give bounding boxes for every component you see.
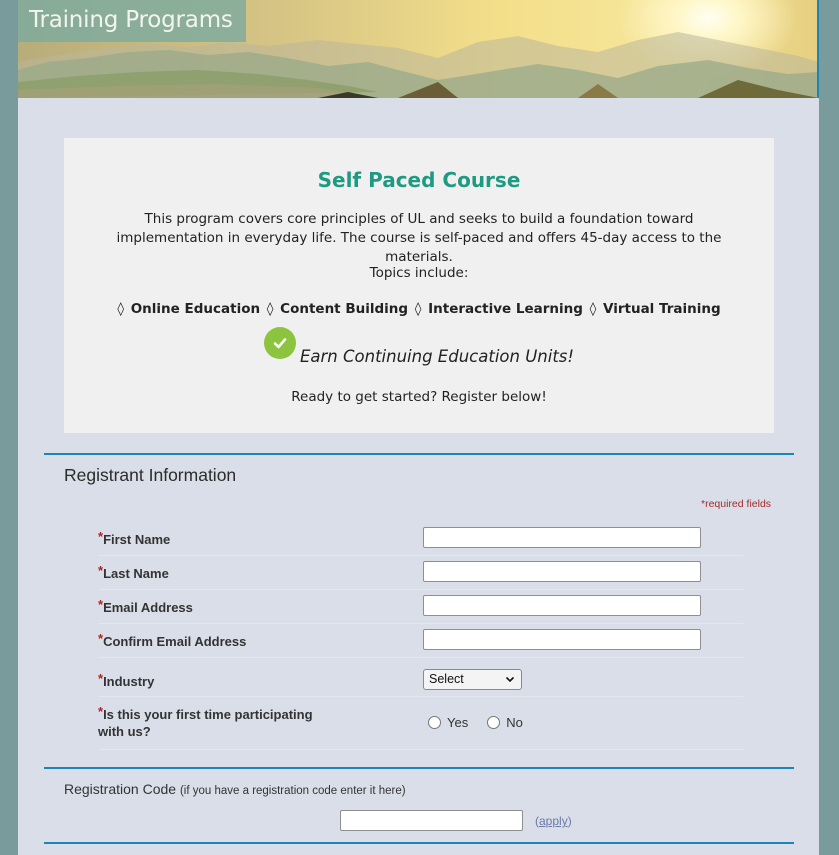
registrant-section-title: Registrant Information — [64, 465, 237, 485]
diamond-bullet-icon: ◊ — [117, 301, 124, 317]
chevron-down-icon — [505, 673, 515, 685]
site-title: Training Programs — [29, 7, 233, 33]
last-name-input[interactable] — [423, 561, 701, 582]
registration-code-hint: (if you have a registration code enter it here) — [179, 785, 406, 797]
form-row-first-time — [98, 697, 743, 750]
required-fields-note: *required fields — [701, 498, 772, 510]
last-name-label: *Last Name — [98, 563, 169, 581]
confirm-email-input[interactable] — [423, 629, 701, 650]
form-row-email — [98, 590, 743, 624]
topics-list — [64, 301, 774, 317]
radio-no-label[interactable]: No — [506, 715, 523, 730]
required-asterisk: * — [98, 704, 104, 719]
apply-link[interactable]: apply — [539, 814, 568, 828]
topic-item: Content Building — [280, 301, 409, 317]
first-time-label: *Is this your first time participating with us? — [98, 704, 313, 739]
ceu-callout — [64, 335, 774, 369]
first-name-label: *First Name — [98, 529, 171, 547]
topic-item: Virtual Training — [603, 301, 721, 317]
form-row-last-name — [98, 556, 743, 590]
apply-code: (apply) — [535, 814, 572, 828]
form-row-industry — [98, 658, 743, 697]
radio-no[interactable] — [487, 716, 500, 729]
radio-yes[interactable] — [428, 716, 441, 729]
course-title: Self Paced Course — [317, 168, 521, 192]
registration-code-input[interactable] — [340, 810, 523, 831]
required-asterisk: * — [98, 563, 104, 578]
diamond-bullet-icon: ◊ — [414, 301, 422, 317]
topic-item: Online Education — [130, 301, 261, 317]
confirm-email-label: *Confirm Email Address — [98, 631, 247, 649]
header-banner — [18, 0, 819, 98]
email-label: *Email Address — [98, 597, 193, 615]
course-info-panel — [64, 138, 774, 433]
required-asterisk: * — [98, 671, 104, 686]
section-divider — [44, 767, 794, 769]
first-name-input[interactable] — [423, 527, 701, 548]
diamond-bullet-icon: ◊ — [589, 301, 597, 317]
registration-code-label: Registration Code (if you have a registration code enter it here) — [64, 781, 406, 797]
required-asterisk: * — [98, 597, 104, 612]
register-cta: Ready to get started? Register below! — [291, 389, 547, 405]
required-asterisk: * — [98, 529, 104, 544]
industry-select[interactable] — [423, 669, 522, 690]
page-container — [18, 0, 819, 855]
topics-label: Topics include: — [369, 265, 469, 281]
check-circle-icon — [264, 327, 296, 359]
diamond-bullet-icon: ◊ — [266, 301, 274, 317]
topic-item: Interactive Learning — [428, 301, 583, 317]
section-divider — [44, 842, 794, 844]
industry-selected-value: Select — [429, 672, 464, 686]
course-description: This program covers core principles of UL and seeks to build a foundation toward implementation in everyday life. The course is self-paced and offers 45-day access to the materials. — [116, 211, 722, 265]
email-input[interactable] — [423, 595, 701, 616]
ceu-text: Earn Continuing Education Units! — [299, 347, 574, 366]
form-row-first-name — [98, 522, 743, 556]
required-asterisk: * — [98, 631, 104, 646]
radio-yes-label[interactable]: Yes — [447, 715, 469, 730]
section-divider — [44, 453, 794, 455]
first-time-radio-group — [428, 715, 542, 730]
form-row-confirm-email — [98, 624, 743, 658]
industry-label: *Industry — [98, 671, 155, 689]
